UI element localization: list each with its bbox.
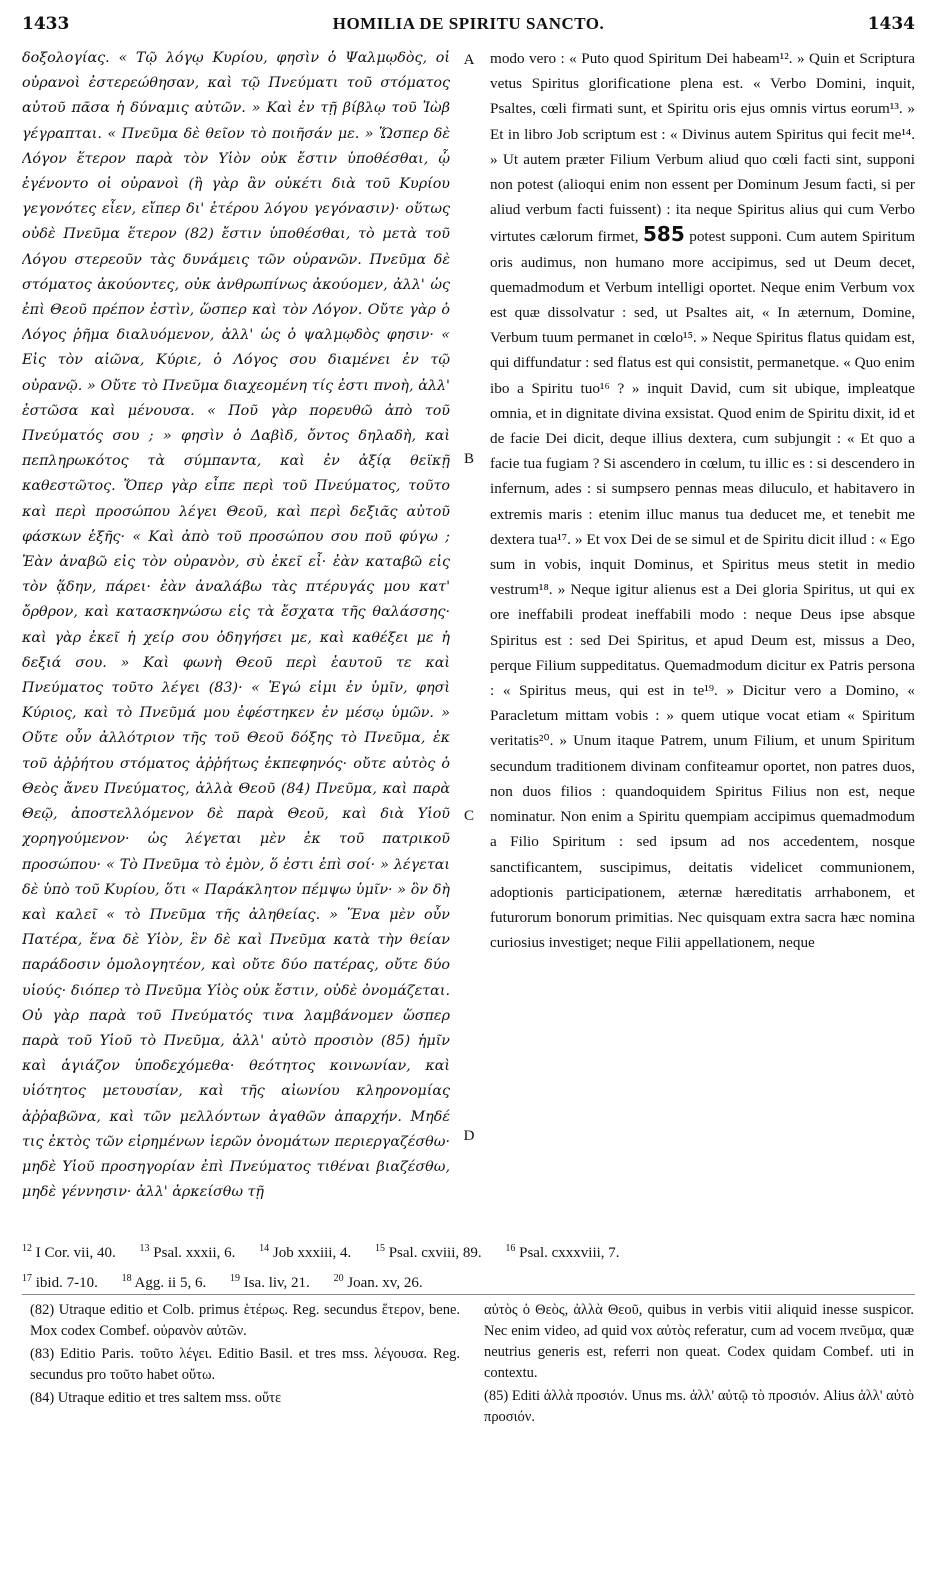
references-row-2 [22, 1266, 915, 1296]
reference-item: $^{12}$ I Cor. vii, 40. [22, 1243, 116, 1261]
note-84: (84) Utraque editio et tres saltem mss. οὔτε [30, 1390, 282, 1406]
latin-column [490, 46, 915, 1221]
reference-item: $^{19}$ Isa. liv, 21. [229, 1273, 310, 1291]
footnote-divider [22, 1294, 915, 1295]
reference-item: $^{14}$ Job xxxiii, 4. [259, 1243, 352, 1261]
latin-text [490, 46, 915, 955]
right-page-number: 1434 [867, 14, 915, 34]
note-82: (82) Utraque editio et Colb. primus ἑτέρως. Reg. secundus ἕτερον, bene. Mox codex Combef. οὐρανὸν αὐτῶν. [30, 1302, 460, 1339]
scripture-references [22, 1236, 915, 1296]
page-header [22, 14, 915, 40]
siglum-a: A [463, 52, 475, 68]
references-row-1 [22, 1236, 915, 1266]
greek-text: δοξολογίας. « Τῷ λόγῳ Κυρίου, φησὶν ὁ Ψαλμῳδὸς, οἱ οὐρανοὶ ἐστερεώθησαν, καὶ τῷ Πνεύματι τοῦ στόματος αὐτοῦ πᾶσα ἡ δύναμις αὐτῶν. » Καὶ ἐν τῇ βίβλῳ τοῦ Ἰὼβ γέγραπται. « Πνεῦμα δὲ θεῖον τὸ ποιῆσάν με. » Ὥσπερ δὲ Λόγον ἕτερον παρὰ τὸν Υἱὸν οὐκ ἔστιν ὑποθέσθαι, ᾧ ἐγένοντο οἱ οὐρανοὶ (ἢ γὰρ ἂν οὐκέτι διὰ τοῦ Κυρίου γεγονότες εἶεν, εἴπερ δι' ἑτέρου λόγου γεγόνασιν)· οὕτως οὐδὲ Πνεῦμα ἕτερον (82) ἔστιν ὑποθέσθαι, τὸ μετὰ τοῦ Λόγου στερεοῦν τὰς δυνάμεις τῶν οὐρανῶν. Πνεῦμα δὲ στόματος ἀκούοντες, οὐκ ἀνθρωπίνως ἀκούομεν, ἀλλ' ὡς ἐπὶ Θεοῦ πρέπον ἐστὶν, ὥσπερ καὶ τὸν Λόγον. Οὔτε γὰρ ὁ Λόγος ῥῆμα διαλυόμενον, ἀλλ' ὡς ὁ ψαλμῳδὸς φησιν· « Εἰς τὸν αἰῶνα, Κύριε, ὁ Λόγος σου διαμένει ἐν τῷ οὐρανῷ. » Οὔτε τὸ Πνεῦμα διαχεομένη τίς ἐστι πνοὴ, ἀλλ' ἑστῶσα καὶ μένουσα. « Ποῦ γὰρ πορευθῶ ἀπὸ τοῦ Πνεύματός σου ; » φησὶν ὁ Δαβὶδ, ὄντος δηλαδὴ, καὶ πεπληρωκότος τὰ σύμπαντα, καὶ ἐν ἀξίᾳ θεϊκῇ καθεστῶτος. Ὅπερ γὰρ εἶπε περὶ τοῦ Πνεύματος, τοῦτο καὶ περὶ προσώπου λέγει Θεοῦ, καὶ περὶ δεξιᾶς αὐτοῦ φάσκων ἑξῆς· « Καὶ ἀπὸ τοῦ προσώπου σου ποῦ φύγω ; Ἐὰν ἀναβῶ εἰς τὸν οὐρανὸν, σὺ ἐκεῖ εἶ· ἐὰν καταβῶ εἰς τὸν ᾅδην, πάρει· ἐὰν ἀναλάβω τὰς πτέρυγάς μου κατ' ὄρθρον, καὶ κατασκηνώσω εἰς τὰ ἔσχατα τῆς θαλάσσης· καὶ γὰρ ἐκεῖ ἡ χείρ σου ὁδηγήσει με, καὶ καθέξει με ἡ δεξιά σου. » Καὶ φωνὴ Θεοῦ περὶ ἑαυτοῦ τε καὶ Πνεύματος τοῦτο λέγει (83)· « Ἐγώ εἰμι ἐν ὑμῖν, φησὶ Κύριος, καὶ τὸ Πνεῦμά μου ἐφέστηκεν ἐν μέσῳ ὑμῶν. » Οὔτε οὖν ἀλλότριον τῆς τοῦ Θεοῦ δόξης τὸ Πνεῦμα, ἐκ τοῦ ἀῤῥήτου στόματος ἀῤῥήτως ἐκπεφηνός· οὔτε αὐτὸς ὁ Θεὸς ἄνευ Πνεύματος, ἀλλὰ Θεοῦ (84) Πνεῦμα, καὶ παρὰ Θεῷ, ἀποστελλόμενον δὲ παρὰ Θεοῦ, καὶ διὰ Υἱοῦ χορηγούμενον· ὡς λέγεται μὲν ἐκ τοῦ πατρικοῦ προσώπου· « Τὸ Πνεῦμα τὸ ἐμὸν, ὅ ἐστι ἐπὶ σοί· » λέγεται δὲ ὑπὸ τοῦ Κυρίου, ὅτι « Παράκλητον πέμψω ὑμῖν· » ὃν δὴ καὶ καλεῖ « τὸ Πνεῦμα τῆς ἀληθείας. » Ἕνα μὲν οὖν Πατέρα, ἕνα δὲ Υἱὸν, ἓν δὲ καὶ Πνεῦμα κατὰ τὴν θείαν παράδοσιν ὁμολογητέον, καὶ οὔτε δύο πατέρας, οὔτε δύο υἱούς· διόπερ τὸ Πνεῦμα Υἱὸς οὐκ ἔστιν, οὐδὲ ὀνομάζεται. Οὐ γὰρ παρὰ τοῦ Πνεύματός τινα λαμβάνομεν ὥσπερ παρὰ τοῦ Υἱοῦ τὸ Πνεῦμα, ἀλλ' αὐτὸ προσιὸν (85) ἡμῖν καὶ ἁγιάζον ὑποδεχόμεθα· θεότητος κοινωνίαν, καὶ υἱότητος μετουσίαν, καὶ τῆς αἰωνίου κληρονομίας ἀῤῥαβῶνα, καὶ τῶν μελλόντων ἀγαθῶν ἀπαρχήν. Μηδέ τις ἐκτὸς τῶν εἰρημένων ἱερῶν ὀνομάτων περιεργαζέσθω· μηδὲ Υἱοῦ προσηγορίαν ἐπὶ Πνεύματος τιθέναι βιαζέσθω, μηδὲ γέννησιν· ἀλλ' ἀρκείσθω τῇ [22, 50, 450, 1201]
note-85: (85) Editi ἀλλὰ προσιόν. Unus ms. ἀλλ' αὐτῷ τὸ προσιόν. Alius ἀλλ' αὐτὸ προσιόν. [484, 1388, 914, 1425]
critical-notes [22, 1300, 915, 1480]
note-84-continued: αὐτὸς ὁ Θεὸς, ἀλλὰ Θεοῦ, quibus in verbis vitii aliquid inesse suspicor. Nec enim video, ad quid vox αὐτὸς referatur, cum ad vocem πνεῦμα, quæ neutrius generis est, referri non queat. Codex quidam Combef. uti in contextu. [484, 1302, 914, 1381]
reference-item: $^{16}$ Psal. cxxxviii, 7. [505, 1243, 620, 1261]
siglum-c: C [463, 808, 474, 824]
reference-item: $^{20}$ Joan. xv, 26. [333, 1273, 423, 1291]
reference-item: $^{15}$ Psal. cxviii, 89. [374, 1243, 482, 1261]
reference-item: $^{17}$ ibid. 7-10. [22, 1273, 98, 1291]
siglum-d: D [463, 1128, 475, 1144]
main-text-area [22, 46, 915, 1221]
latin-text-part-a: modo vero : « Puto quod Spiritum Dei habeam¹². » Quin et Scriptura vetus Spiritus glorificatione plena est. « Verbo Domini, inquit, Psaltes, cœli firmati sunt, et Spiritu oris ejus omnis virtus eorum¹³. » Et in libro Job scriptum est : « Divinus autem Spiritus qui fecit me¹⁴. » Ut autem præter Filium Verbum aliud quo cœli facti sint, supponi non potest (alioqui enim non essent per Dominum Jesum facti, si per aliud verbum facti fuissent) : ita neque Spiritus alius qui cum Verbo virtutes cælorum firmet, [490, 50, 915, 246]
note-83: (83) Editio Paris. τοῦτο λέγει. Editio Basil. et tres mss. λέγουσα. Reg. secundus pro τοῦτο habet οὕτω. [30, 1346, 460, 1383]
greek-column [22, 46, 450, 1221]
notes-right-column [484, 1300, 914, 1430]
reference-item: $^{13}$ Psal. xxxii, 6. [139, 1243, 236, 1261]
siglum-b: B [463, 451, 474, 467]
column-number: 585 [643, 222, 685, 247]
latin-text-part-b: potest supponi. Cum autem Spiritum oris audimus, non humano more accipimus, sed ut Deum decet, quemadmodum et Verbum intelligi oportet. Neque enim Verbum vox est quæ dissolvatur : sed, ut Psaltes ait, « In æternum, Domine, Verbum tuum permanet in cœlo¹⁵. » Neque Spiritus flatus quidam est, qui diffundatur : sed flatus est qui consistit, permanetque. « Quo enim ibo a Spiritu tuo¹⁶ ? » inquit David, cum sit ubique, impleatque omnia, et in dignitate divina exsistat. Quod enim de Spiritu dixit, id et de facie Dei dicit, deque illius dextera, cum subjungit : « Et quo a facie tua fugiam ? Si ascendero in cœlum, tu illic es : si descendero in infernum, ades : si sumpsero pennas meas diluculo, et habitavero in extremis maris : etenim illuc manus tua deducet me, et tenebit me dextera tua¹⁷. » Et vox Dei de se simul et de Spiritu dicit illud : « Ego sum in vobis, inquit Dominus, et Spiritus meus stetit in medio vestrum¹⁸. » Neque igitur alienus est a Dei gloria Spiritus, ut qui ex ore ineffabili prodeat ineffabili modo : neque Deus ipse absque Spiritus est : sed Dei Spiritus, et apud Deum est, missus a Deo, perque Filium suppeditatus. Quemadmodum dicitur ex Patris persona : « Spiritus meus, qui est in te¹⁹. » Dicitur vero a Domino, « Paracletum mittam vobis : » quem utique vocat etiam « Spiritum veritatis²⁰. » Unum itaque Patrem, unum Filium, et unum Spiritum secundum traditionem divinam confiteamur oportet, non patres duos, non duos filios : quandoquidem Spiritus Filius non est, neque nominatur. Non enim a Spiritu quempiam accipimus quemadmodum a Filio Spiritum : sed ipsum ad nos accedentem, nosque sanctificantem, suscipimus, deitatis videlicet communionem, adoptionis participationem, æternæ hæreditatis arrhabonem, et futurorum bonorum primitias. Nec quisquam extra sacra hæc nomina curiosius investiget; neque Filii appellationem, neque [490, 228, 915, 952]
left-page-number: 1433 [22, 14, 70, 34]
reference-item: $^{18}$ Agg. ii 5, 6. [121, 1273, 207, 1291]
notes-left-column [30, 1300, 460, 1411]
running-title: HOMILIA DE SPIRITU SANCTO. [332, 14, 605, 33]
